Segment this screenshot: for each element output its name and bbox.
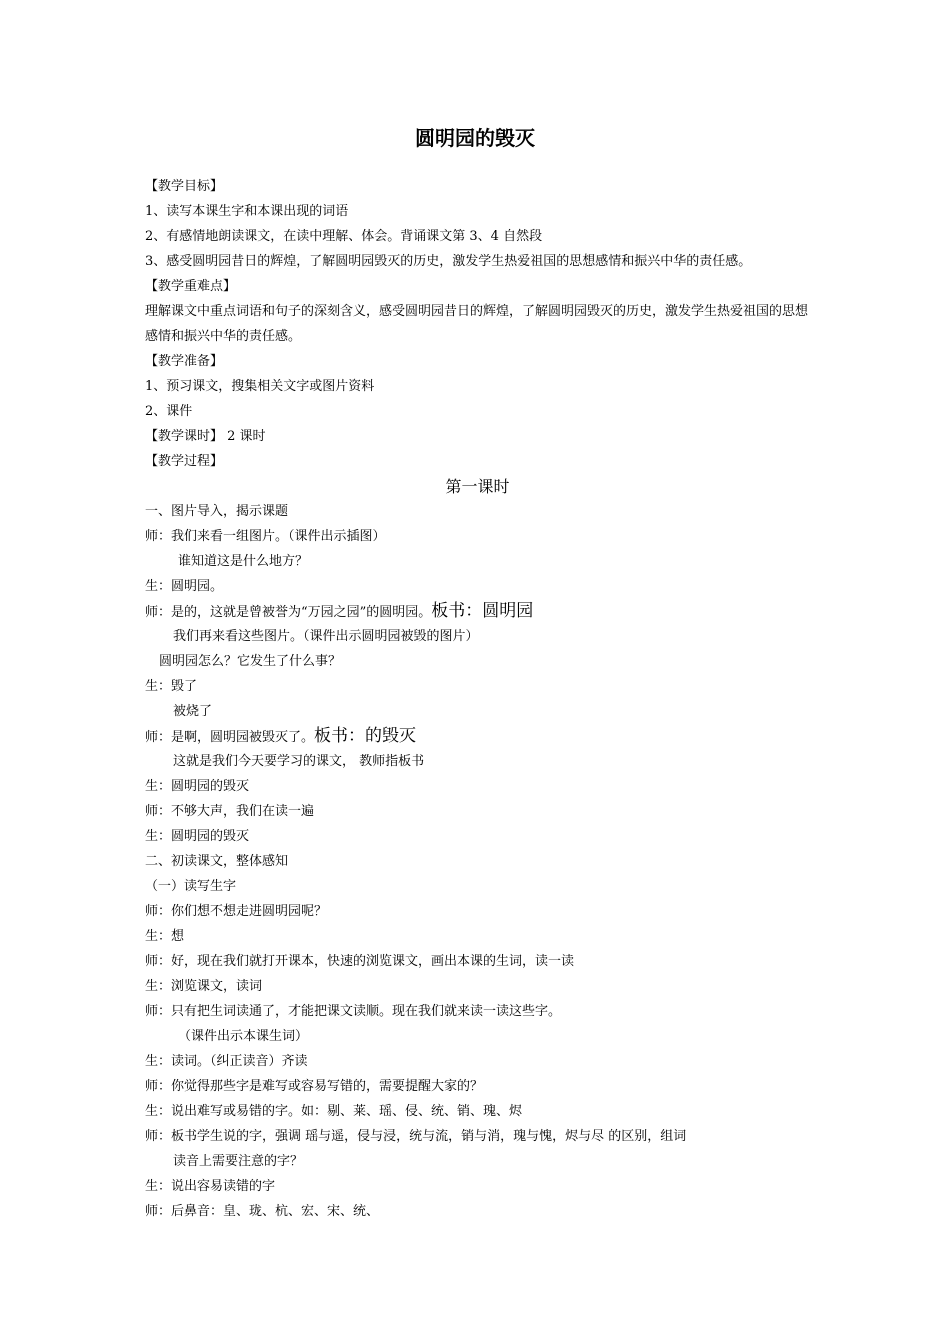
section-heading-key-points: 【教学重难点】 — [145, 279, 237, 294]
blackboard-note: 板书：的毁灭 — [314, 726, 417, 746]
dialogue-line — [145, 724, 810, 749]
sub-step-heading: （一）读写生字 — [145, 879, 237, 894]
dialogue-line: 生：圆明园的毁灭 — [145, 829, 250, 844]
dialogue-line: 生：圆明园的毁灭 — [145, 779, 250, 794]
dialogue-line: 谁知道这是什么地方？ — [178, 554, 309, 569]
goal-item: 2、有感情地朗读课文，在读中理解、体会。背诵课文第 3、4 自然段 — [145, 229, 543, 244]
dialogue-line: 被烧了 — [173, 704, 213, 719]
dialogue-line: 生：说出容易读错的字 — [145, 1179, 276, 1194]
section-heading-goals: 【教学目标】 — [145, 179, 224, 194]
dialogue-text: 师：是的，这就是曾被誉为“万园之园”的圆明园。 — [145, 605, 432, 620]
dialogue-line: 师：你们想不想走进圆明园呢？ — [145, 904, 328, 919]
key-points-paragraph: 理解课文中重点词语和句子的深刻含义，感受圆明园昔日的辉煌，了解圆明园毁灭的历史，激发学生热爱祖国的思想感情和振兴中华的责任感。 — [145, 304, 809, 344]
goal-item: 3、感受圆明园昔日的辉煌，了解圆明园毁灭的历史，激发学生热爱祖国的思想感情和振兴中华的责任感。 — [145, 254, 752, 269]
dialogue-line: 生：想 — [145, 929, 185, 944]
dialogue-line: 师：你觉得那些字是难写或容易写错的，需要提醒大家的？ — [145, 1079, 484, 1094]
blackboard-note: 板书：圆明园 — [431, 601, 534, 621]
goal-item: 1、读写本课生字和本课出现的词语 — [145, 204, 349, 219]
dialogue-text: 师：是啊，圆明园被毁灭了。 — [145, 730, 315, 745]
section-heading-hours: 【教学课时】 2 课时 — [145, 429, 266, 444]
dialogue-line: 师：后鼻音：皇、珑、杭、宏、宋、统、 — [145, 1204, 380, 1219]
step-heading: 一、图片导入，揭示课题 — [145, 504, 289, 519]
dialogue-line: 这就是我们今天要学习的课文， 教师指板书 — [173, 754, 425, 769]
dialogue-line: 生：圆明园。 — [145, 579, 224, 594]
preparation-item: 1、预习课文，搜集相关文字或图片资料 — [145, 379, 375, 394]
dialogue-line: 生：浏览课文，读词 — [145, 979, 263, 994]
step-heading: 二、初读课文，整体感知 — [145, 854, 289, 869]
section-heading-process: 【教学过程】 — [145, 454, 224, 469]
dialogue-line: 生：读词。（纠正读音）齐读 — [145, 1054, 308, 1069]
section-heading-preparation: 【教学准备】 — [145, 354, 224, 369]
dialogue-line: 我们再来看这些图片。（课件出示圆明园被毁的图片） — [173, 629, 479, 644]
dialogue-line: 师：好，现在我们就打开课本，快速的浏览课文，画出本课的生词，读一读 — [145, 954, 575, 969]
dialogue-line: 师：我们来看一组图片。（课件出示插图） — [145, 529, 386, 544]
dialogue-line: 师：板书学生说的字，强调 瑶与遥，侵与浸，统与流，销与消，瑰与愧，烬与尽 的区别，组词 — [145, 1129, 687, 1144]
dialogue-line: 圆明园怎么？它发生了什么事？ — [159, 654, 342, 669]
preparation-item: 2、课件 — [145, 404, 193, 419]
dialogue-line: 师：只有把生词读通了，才能把课文读顺。现在我们就来读一读这些字。 — [145, 1004, 562, 1019]
dialogue-line: 生：说出难写或易错的字。如：剔、莱、瑶、侵、统、销、瑰、烬 — [145, 1104, 523, 1119]
document-body — [145, 174, 810, 1224]
dialogue-line: 师：不够大声，我们在读一遍 — [145, 804, 315, 819]
dialogue-line: （课件出示本课生词） — [178, 1029, 309, 1044]
dialogue-line — [145, 599, 810, 624]
lesson-heading: 第一课时 — [445, 477, 510, 496]
dialogue-line: 读音上需要注意的字？ — [173, 1154, 304, 1169]
dialogue-line: 生：毁了 — [145, 679, 198, 694]
document-title: 圆明园的毁灭 — [415, 126, 535, 150]
